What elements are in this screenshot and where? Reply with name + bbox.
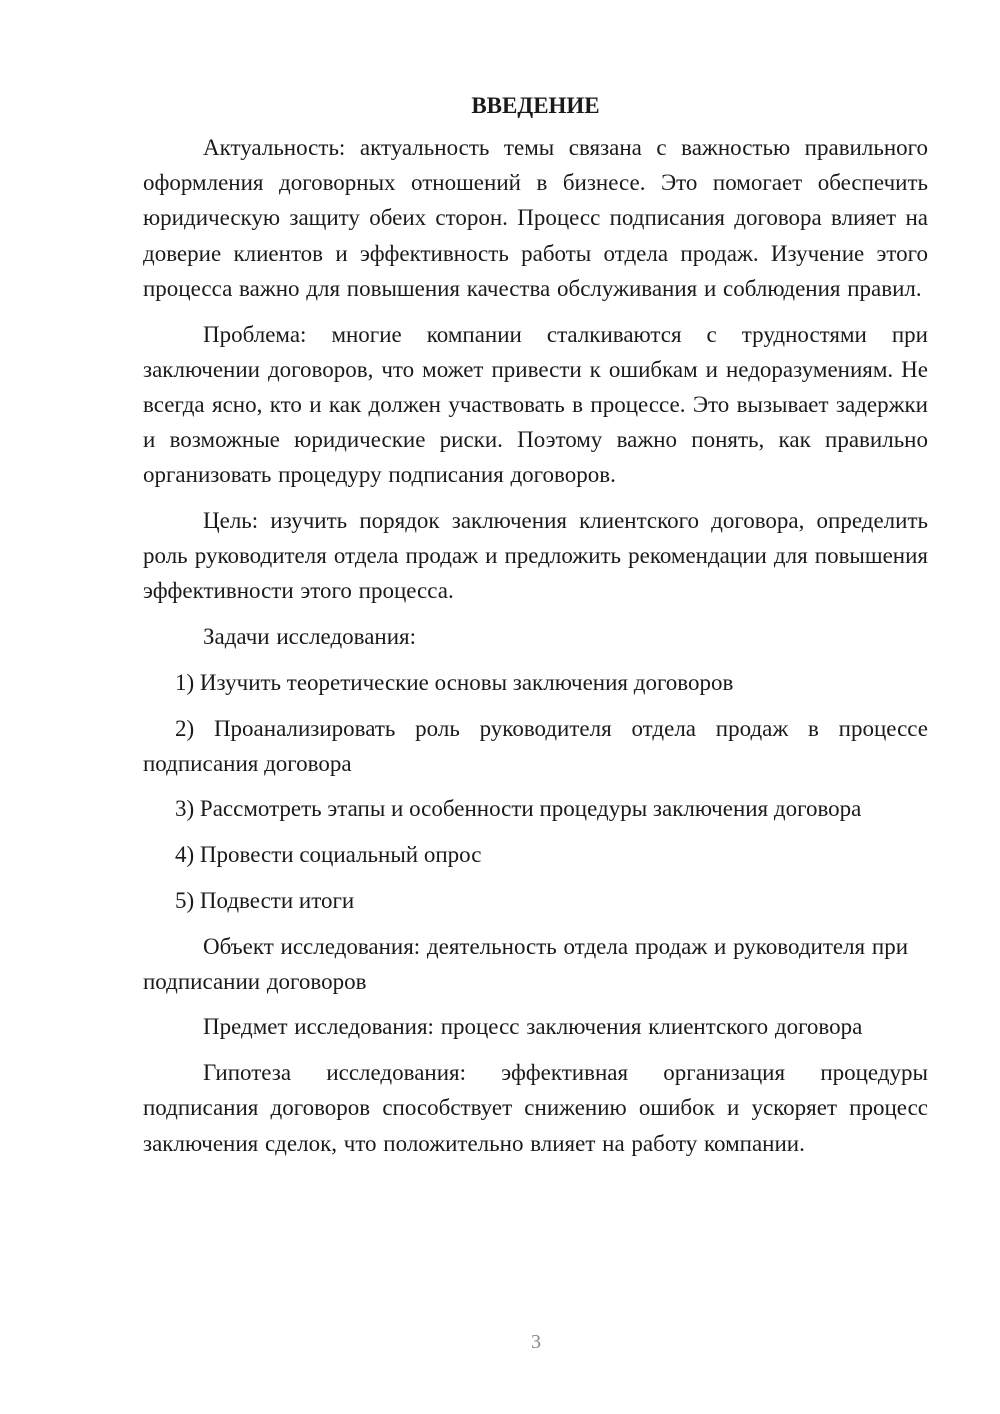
list-item: 1) Изучить теоретические основы заключения договоров <box>175 669 734 695</box>
paragraph-goal: Цель: изучить порядок заключения клиентского договора, определить роль руководителя отдела продаж и предложить рекомендации для повышения эффективности этого процесса. <box>143 508 928 604</box>
list-item: 3) Рассмотреть этапы и особенности процедуры заключения договора <box>175 796 862 822</box>
paragraph-problem: Проблема: многие компании сталкиваются с трудностями при заключении договоров, что может привести к ошибкам и недоразумениям. Не всегда ясно, кто и как должен участвовать в процессе. Это вызывает задержки и возможные юридические риски. Поэтому важно понять, как правильно организовать процедуру подписания договоров. <box>143 321 928 488</box>
paragraph-subject: Предмет исследования: процесс заключения клиентского договора <box>203 1014 863 1040</box>
list-item: 2) Проанализировать роль руководителя отдела продаж в процессе подписания договора <box>143 715 928 776</box>
paragraph-relevance: Актуальность: актуальность темы связана с важностью правильного оформления договорных отношений в бизнесе. Это помогает обеспечить юридическую защиту обеих сторон. Процесс подписания договора влияет на доверие клиентов и эффективность работы отдела продаж. Изучение этого процесса важно для повышения качества обслуживания и соблюдения правил. <box>143 135 928 301</box>
page-number: 3 <box>531 1331 541 1353</box>
paragraph-object: Объект исследования: деятельность отдела продаж и руководителя при подписании договоров <box>143 933 909 994</box>
paragraph-hypothesis: Гипотеза исследования: эффективная организация процедуры подписания договоров способствует снижению ошибок и ускоряет процесс заключения сделок, что положительно влияет на работу компании. <box>143 1060 928 1156</box>
tasks-list <box>143 665 928 918</box>
list-item: 4) Провести социальный опрос <box>175 842 482 868</box>
page-heading: ВВЕДЕНИЕ <box>471 93 600 118</box>
document-page <box>143 88 928 1171</box>
list-item: 5) Подвести итоги <box>175 887 355 913</box>
tasks-title: Задачи исследования: <box>203 624 417 650</box>
